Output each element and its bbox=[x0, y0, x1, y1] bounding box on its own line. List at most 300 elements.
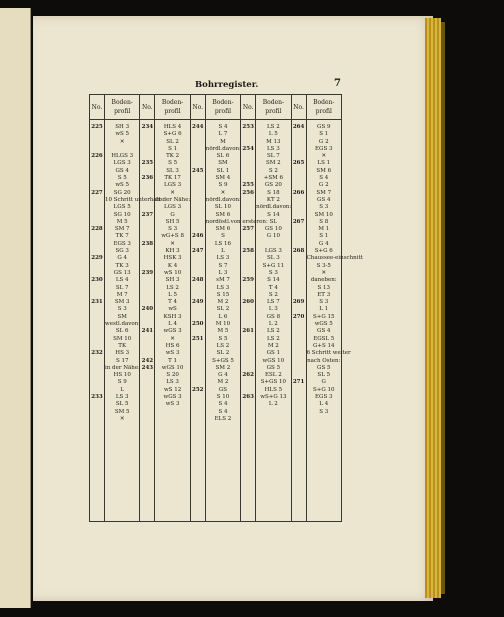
bodenprofil-entry: GS 4 bbox=[115, 167, 129, 174]
bohrung-number bbox=[241, 160, 255, 167]
bodenprofil-entry: S bbox=[221, 233, 225, 240]
bohrung-number bbox=[241, 365, 255, 372]
bohrung-number bbox=[140, 219, 154, 226]
bohrung-number bbox=[292, 343, 306, 350]
bohrung-number bbox=[90, 160, 104, 167]
table-header-row bbox=[90, 95, 342, 120]
bohrung-number bbox=[241, 306, 255, 313]
bohrung-number bbox=[140, 197, 154, 204]
bodenprofil-entry: LS 3 bbox=[115, 393, 129, 400]
bohrung-number: 264 bbox=[292, 124, 305, 130]
bodenprofil-entry: LGS 5 bbox=[113, 204, 131, 211]
bodenprofil-entry: EGS 3 bbox=[315, 393, 333, 400]
bohrung-number: 244 bbox=[192, 124, 204, 130]
bodenprofil-entry: SL 6 bbox=[216, 153, 230, 160]
bodenprofil-entry: KH 3 bbox=[165, 248, 180, 255]
bohrung-number: 263 bbox=[242, 393, 254, 400]
bodenprofil-entry: ✕ bbox=[170, 189, 175, 196]
bodenprofil-entry: S+G 6 bbox=[314, 248, 333, 255]
bohrung-number bbox=[191, 285, 205, 292]
bohrung-number bbox=[292, 350, 306, 357]
bohrung-number: 249 bbox=[192, 299, 204, 306]
bohrung-number bbox=[140, 182, 154, 189]
number-column bbox=[241, 120, 255, 416]
bodenprofil-entry: ✕ bbox=[321, 153, 327, 160]
bodenprofil-entry: SM 7 bbox=[114, 226, 130, 233]
bodenprofil-entry: L 1 bbox=[319, 306, 329, 313]
bohrung-number: 239 bbox=[141, 269, 154, 276]
bohrung-number bbox=[90, 168, 104, 175]
bohrung-number bbox=[140, 263, 154, 270]
bohrung-number bbox=[241, 343, 255, 350]
header-no: No. bbox=[90, 95, 105, 120]
bohrung-number bbox=[241, 197, 255, 204]
bohrung-number bbox=[292, 401, 306, 408]
bohrung-number: 255 bbox=[242, 182, 254, 189]
bodenprofil-entry: M 7 bbox=[116, 291, 128, 298]
bohrung-number bbox=[90, 409, 104, 416]
bohrung-number bbox=[292, 146, 306, 153]
bodenprofil-entry: M bbox=[220, 138, 226, 145]
bodenprofil-entry: in der Nähe: bbox=[155, 196, 191, 203]
bodenprofil-entry: nordöstl.von ersteren: bbox=[205, 218, 268, 225]
bodenprofil-entry: EGS 3 bbox=[113, 240, 131, 247]
bohrung-number: 259 bbox=[242, 277, 254, 284]
bohrung-number bbox=[90, 416, 104, 423]
bohrung-number bbox=[241, 131, 255, 138]
bohrung-number: 251 bbox=[192, 335, 204, 342]
bodenprofil-entry: GS 13 bbox=[113, 269, 131, 276]
bohrung-number bbox=[241, 219, 255, 226]
bohrung-number bbox=[90, 233, 104, 240]
bodenprofil-entry: SM 2 bbox=[215, 364, 231, 371]
bohrung-number: 257 bbox=[242, 226, 254, 233]
bodenprofil-entry: S 9 bbox=[117, 379, 127, 386]
bohrung-number: 245 bbox=[192, 167, 204, 174]
bodenprofil-entry: S 3-5 bbox=[316, 262, 331, 269]
bohrung-number: 250 bbox=[192, 321, 204, 328]
bodenprofil-entry: HS 3 bbox=[115, 350, 130, 357]
bohrung-number bbox=[191, 153, 205, 160]
header-bodenprofil: Boden-profil bbox=[306, 95, 341, 120]
bodenprofil-entry: M 5 bbox=[217, 328, 229, 335]
bohrung-number bbox=[140, 168, 154, 175]
bohrung-number bbox=[90, 314, 104, 321]
bohrung-number bbox=[292, 387, 306, 394]
bohrung-number bbox=[140, 343, 154, 350]
bohrung-number bbox=[292, 226, 306, 233]
bohrung-number bbox=[191, 409, 205, 416]
bohrung-number bbox=[191, 379, 205, 386]
bohrung-number bbox=[241, 270, 255, 277]
page-number: 7 bbox=[334, 78, 341, 89]
bodenprofil-entry: T 4 bbox=[168, 299, 178, 306]
bohrung-number: 234 bbox=[141, 124, 154, 130]
bohrung-number bbox=[241, 358, 255, 365]
bodenprofil-entry: S 1 bbox=[168, 145, 178, 152]
bodenprofil-entry: M 2 bbox=[267, 342, 279, 349]
bodenprofil-entry: wS 3 bbox=[165, 401, 180, 408]
bodenprofil-entry: ELS 2 bbox=[214, 415, 232, 422]
bohrung-number: 271 bbox=[292, 379, 305, 386]
bodenprofil-entry: LS 2 bbox=[267, 124, 280, 130]
bodenprofil-entry: S+GS 10 bbox=[260, 379, 287, 386]
bodenprofil-entry: SM 4 bbox=[215, 175, 231, 182]
bohrung-number bbox=[191, 270, 205, 277]
bodenprofil-entry: SL 10 bbox=[214, 204, 232, 211]
bohrung-number bbox=[241, 255, 255, 262]
profile-column bbox=[306, 120, 363, 416]
bohrung-number: 226 bbox=[91, 153, 103, 160]
bodenprofil-entry: G 2 bbox=[318, 182, 329, 189]
bodenprofil-entry: ✕ bbox=[220, 189, 226, 196]
bodenprofil-entry: M 2 bbox=[217, 299, 229, 306]
profile-column bbox=[155, 120, 189, 409]
bohrung-number: 261 bbox=[242, 328, 254, 335]
header-no: No. bbox=[241, 95, 256, 120]
bodenprofil-entry: TK bbox=[118, 342, 127, 349]
bohrung-number bbox=[90, 212, 104, 219]
bodenprofil-entry: SL bbox=[269, 218, 278, 225]
bodenprofil-entry: GS 4 bbox=[317, 196, 331, 203]
bodenprofil-entry: SL 2 bbox=[166, 138, 179, 145]
bohrung-number bbox=[90, 263, 104, 270]
bohrung-number: 267 bbox=[292, 218, 305, 225]
bohrung-number bbox=[191, 343, 205, 350]
bodenprofil-entry: S+G 10 bbox=[312, 386, 335, 393]
bodenprofil-entry: GS 9 bbox=[317, 124, 331, 130]
bodenprofil-entry: +SM 6 bbox=[263, 175, 283, 182]
bohrung-number: 270 bbox=[292, 313, 305, 320]
bodenprofil-entry: SL 7 bbox=[115, 284, 129, 291]
bohrung-number bbox=[90, 270, 104, 277]
bodenprofil-entry: GS 4 bbox=[317, 328, 331, 335]
bohrung-number bbox=[241, 336, 255, 343]
bohrung-number bbox=[241, 168, 255, 175]
number-column bbox=[191, 120, 205, 416]
profile-column bbox=[256, 120, 290, 409]
bodenprofil-entry: S+G 15 bbox=[312, 313, 335, 320]
bohrung-number bbox=[191, 160, 205, 167]
bodenprofil-entry: M 1 bbox=[318, 226, 330, 233]
bohrung-number bbox=[140, 277, 154, 284]
bodenprofil-entry: LS 7 bbox=[267, 299, 280, 306]
bodenprofil-entry: ✕ bbox=[170, 335, 175, 342]
bodenprofil-entry: S 4 bbox=[218, 124, 228, 130]
bohrung-number bbox=[90, 365, 104, 372]
bohrung-number bbox=[140, 204, 154, 211]
bohrung-number bbox=[191, 350, 205, 357]
bodenprofil-entry: M 13 bbox=[266, 138, 281, 145]
bohrung-number bbox=[140, 350, 154, 357]
bodenprofil-entry: L 3 bbox=[268, 306, 278, 313]
bodenprofil-entry: ESL 2 bbox=[265, 372, 282, 379]
bohrung-number: 253 bbox=[242, 124, 254, 130]
bodenprofil-entry: LS 2 bbox=[166, 284, 179, 291]
bohrung-number: 256 bbox=[242, 189, 254, 196]
bohrung-number bbox=[191, 365, 205, 372]
bohrung-number bbox=[191, 263, 205, 270]
bodenprofil-entry: S 9 bbox=[218, 182, 228, 189]
bohrung-number bbox=[140, 321, 154, 328]
bodenprofil-entry: L 4 bbox=[319, 401, 329, 408]
bodenprofil-entry: wS 10 bbox=[163, 269, 182, 276]
book-cover-edge bbox=[441, 22, 445, 594]
bodenprofil-entry: ✕ bbox=[170, 240, 175, 247]
bohrung-number bbox=[90, 321, 104, 328]
bodenprofil-entry: SL 5 bbox=[317, 372, 331, 379]
bohrung-number bbox=[140, 131, 154, 138]
bodenprofil-entry: L 2 bbox=[268, 321, 278, 328]
bodenprofil-entry: S 3 bbox=[319, 204, 329, 211]
bohrung-number bbox=[191, 197, 205, 204]
bohrung-number bbox=[140, 146, 154, 153]
bohrung-number bbox=[292, 131, 306, 138]
bohrung-number bbox=[292, 139, 306, 146]
bohrung-number: 227 bbox=[91, 189, 103, 196]
bodenprofil-entry: SL 7 bbox=[267, 153, 280, 160]
bodenprofil-entry: S+G 6 bbox=[163, 131, 182, 138]
bohrung-number bbox=[140, 139, 154, 146]
bohrung-number bbox=[241, 285, 255, 292]
bodenprofil-entry: M 10 bbox=[215, 321, 231, 328]
bodenprofil-entry: KT 2 bbox=[266, 196, 280, 203]
bohrung-number bbox=[191, 182, 205, 189]
bodenprofil-entry: L 4 bbox=[168, 321, 178, 328]
bohrung-number bbox=[90, 139, 104, 146]
bodenprofil-entry: G 10 bbox=[266, 233, 280, 240]
bohrregister-table bbox=[89, 94, 363, 522]
bohrung-number bbox=[241, 263, 255, 270]
bodenprofil-entry: GS 10 bbox=[264, 226, 282, 233]
bodenprofil-entry: S 5 bbox=[168, 160, 178, 167]
bodenprofil-entry bbox=[256, 241, 290, 248]
bodenprofil-entry: S 14 bbox=[267, 277, 280, 284]
bohrung-number bbox=[140, 387, 154, 394]
bohrung-number bbox=[90, 306, 104, 313]
bohrung-number: 265 bbox=[292, 160, 305, 167]
bodenprofil-entry: SM 6 bbox=[215, 211, 231, 218]
bodenprofil-entry: T 1 bbox=[168, 357, 178, 364]
bohrung-number bbox=[90, 285, 104, 292]
bodenprofil-entry: SL 3 bbox=[166, 167, 179, 174]
bodenprofil-entry: S 2 bbox=[268, 167, 278, 174]
header-no: No. bbox=[291, 95, 306, 120]
bodenprofil-entry: wGS 3 bbox=[163, 393, 182, 400]
bohrung-number bbox=[140, 336, 154, 343]
bodenprofil-entry: SG 10 bbox=[113, 211, 131, 218]
bodenprofil-entry: GS 5 bbox=[266, 364, 281, 371]
bohrung-number: 236 bbox=[141, 175, 154, 182]
bohrung-number bbox=[191, 190, 205, 197]
bohrung-number bbox=[191, 226, 205, 233]
bodenprofil-entry: S 5 bbox=[117, 175, 127, 182]
page-stack-gilt-edge bbox=[425, 18, 441, 598]
bodenprofil-entry: L 2 bbox=[268, 401, 278, 408]
header-bodenprofil: Boden-profil bbox=[256, 95, 291, 120]
bohrung-number: 229 bbox=[91, 255, 103, 262]
bohrung-number bbox=[292, 336, 306, 343]
bodenprofil-entry: LGS 3 bbox=[264, 248, 282, 255]
bohrung-number bbox=[241, 350, 255, 357]
bodenprofil-entry: SH 3 bbox=[165, 277, 180, 284]
bodenprofil-entry: L bbox=[120, 386, 125, 393]
bodenprofil-entry: S 3 bbox=[319, 299, 329, 306]
bohrung-number bbox=[292, 233, 306, 240]
bohrung-number bbox=[292, 285, 306, 292]
bodenprofil-entry: S 10 bbox=[216, 393, 230, 400]
bodenprofil-entry: S 4 bbox=[218, 408, 228, 415]
bohrung-number bbox=[292, 277, 306, 284]
bodenprofil-entry: TK 17 bbox=[164, 175, 181, 182]
bohrung-number: 225 bbox=[91, 124, 103, 130]
bohrung-number: 242 bbox=[141, 357, 154, 364]
bohrung-number bbox=[90, 336, 104, 343]
bohrung-number: 243 bbox=[141, 364, 154, 371]
bohrung-number: 248 bbox=[192, 277, 204, 284]
bohrung-number bbox=[140, 299, 154, 306]
bohrung-number: 262 bbox=[242, 372, 254, 379]
bohrung-number bbox=[140, 153, 154, 160]
bohrung-number bbox=[191, 255, 205, 262]
bohrung-number bbox=[292, 241, 306, 248]
bohrung-number: 252 bbox=[192, 386, 204, 393]
bodenprofil-entry: GS 8 bbox=[266, 313, 281, 320]
bohrung-number bbox=[241, 212, 255, 219]
bodenprofil-entry: nördl.davon: bbox=[205, 196, 241, 203]
bodenprofil-entry: S 14 bbox=[267, 211, 280, 218]
bohrung-number bbox=[292, 182, 306, 189]
bohrung-number bbox=[292, 153, 306, 160]
bohrung-number: 228 bbox=[91, 226, 103, 233]
bodenprofil-entry: wGS 10 bbox=[161, 364, 184, 371]
bodenprofil-entry: wS+G 13 bbox=[260, 393, 287, 400]
bodenprofil-entry: S 4 bbox=[319, 175, 329, 182]
bodenprofil-entry: EGSL 5 bbox=[313, 335, 335, 342]
bohrung-number bbox=[90, 343, 104, 350]
bohrung-number bbox=[191, 401, 205, 408]
bodenprofil-entry: SM 6 bbox=[215, 226, 231, 233]
bodenprofil-entry: SG 3 bbox=[115, 248, 129, 255]
bodenprofil-entry: wS 5 bbox=[115, 131, 130, 138]
bodenprofil-entry: LS 2 bbox=[267, 335, 280, 342]
bohrung-number bbox=[191, 372, 205, 379]
bohrung-number bbox=[292, 175, 306, 182]
bohrung-number bbox=[191, 204, 205, 211]
bodenprofil-entry: S 13 bbox=[317, 284, 331, 291]
bodenprofil-entry: L 3 bbox=[218, 269, 228, 276]
bohrung-number bbox=[191, 306, 205, 313]
bodenprofil-entry: SL 3 bbox=[267, 255, 280, 262]
bodenprofil-entry: S 15 bbox=[216, 291, 230, 298]
bohrung-number bbox=[241, 401, 255, 408]
bodenprofil-entry: L 5 bbox=[268, 131, 278, 138]
bodenprofil-entry: in der Nähe: bbox=[105, 364, 140, 371]
bodenprofil-entry: S 3 bbox=[168, 226, 178, 233]
bodenprofil-entry: nördl.davon: bbox=[256, 204, 292, 211]
bodenprofil-entry: SM 7 bbox=[316, 189, 332, 196]
bodenprofil-entry: S 1 bbox=[319, 131, 329, 138]
bodenprofil-entry: westl.davon: bbox=[105, 321, 141, 328]
bodenprofil-entry: SM 6 bbox=[316, 167, 332, 174]
header-no: No. bbox=[190, 95, 205, 120]
bohrung-number: 232 bbox=[91, 350, 103, 357]
bodenprofil-entry: SH 3 bbox=[115, 124, 130, 130]
bohrung-number bbox=[292, 358, 306, 365]
bodenprofil-entry: daneben: bbox=[310, 277, 337, 284]
bohrung-number bbox=[191, 292, 205, 299]
bodenprofil-entry: S 3 bbox=[117, 306, 127, 313]
bodenprofil-entry: G 4 bbox=[218, 372, 228, 379]
bohrung-number: 260 bbox=[242, 299, 254, 306]
bodenprofil-entry: LS 16 bbox=[214, 240, 232, 247]
bodenprofil-entry: SM 10 bbox=[314, 211, 333, 218]
bodenprofil-entry: HLS 4 bbox=[163, 124, 182, 130]
bodenprofil-entry: ET 3 bbox=[317, 291, 331, 298]
bohrung-number bbox=[140, 292, 154, 299]
bodenprofil-entry: LS 2 bbox=[267, 328, 280, 335]
bodenprofil-entry: M 2 bbox=[217, 379, 229, 386]
bohrung-number: 258 bbox=[242, 248, 254, 255]
bohrung-number bbox=[191, 314, 205, 321]
bodenprofil-entry: GS bbox=[218, 386, 228, 393]
bodenprofil-entry: TK 3 bbox=[115, 262, 129, 269]
bodenprofil-entry: TK 7 bbox=[115, 233, 129, 240]
bohrung-number bbox=[292, 292, 306, 299]
bohrung-number bbox=[90, 372, 104, 379]
bohrung-number bbox=[90, 241, 104, 248]
bodenprofil-entry: SM 10 bbox=[113, 335, 132, 342]
bohrung-number bbox=[191, 219, 205, 226]
bodenprofil-entry: SM 3 bbox=[114, 299, 130, 306]
bodenprofil-entry: SM 2 bbox=[266, 160, 281, 167]
bohrung-number bbox=[140, 255, 154, 262]
bohrung-number bbox=[90, 175, 104, 182]
bohrung-number bbox=[140, 372, 154, 379]
bohrung-number bbox=[241, 321, 255, 328]
bodenprofil-entry: GS 5 bbox=[317, 364, 331, 371]
bohrung-number bbox=[90, 197, 104, 204]
bodenprofil-entry: LGS 3 bbox=[164, 182, 182, 189]
bodenprofil-entry: SM bbox=[117, 313, 127, 320]
bodenprofil-entry bbox=[105, 146, 139, 153]
bodenprofil-entry: G bbox=[321, 379, 326, 386]
bohrung-number bbox=[191, 358, 205, 365]
bodenprofil-entry: S+GS 5 bbox=[212, 357, 234, 364]
bodenprofil-entry: TK 2 bbox=[166, 153, 180, 160]
bohrung-number bbox=[241, 233, 255, 240]
bodenprofil-entry: GS 1 bbox=[266, 350, 281, 357]
bodenprofil-entry: SL 2 bbox=[216, 306, 230, 313]
number-column bbox=[90, 120, 104, 423]
bohrung-number bbox=[90, 182, 104, 189]
bodenprofil-entry: S 7 bbox=[218, 262, 228, 269]
bohrung-number bbox=[90, 387, 104, 394]
bohrung-number: 240 bbox=[141, 306, 154, 313]
bodenprofil-entry: T 4 bbox=[268, 284, 278, 291]
bodenprofil-entry: HLS 5 bbox=[264, 386, 283, 393]
bohrung-number bbox=[241, 314, 255, 321]
bodenprofil-entry: SM bbox=[218, 160, 228, 167]
bohrung-number bbox=[241, 379, 255, 386]
bohrung-number bbox=[292, 263, 306, 270]
bodenprofil-entry: Chaussee-einschnitt bbox=[306, 255, 363, 262]
bodenprofil-entry: S 8 bbox=[319, 218, 329, 225]
bohrung-number: 230 bbox=[91, 277, 103, 284]
bohrung-number bbox=[292, 270, 306, 277]
bohrung-number bbox=[90, 328, 104, 335]
bohrung-number bbox=[191, 328, 205, 335]
